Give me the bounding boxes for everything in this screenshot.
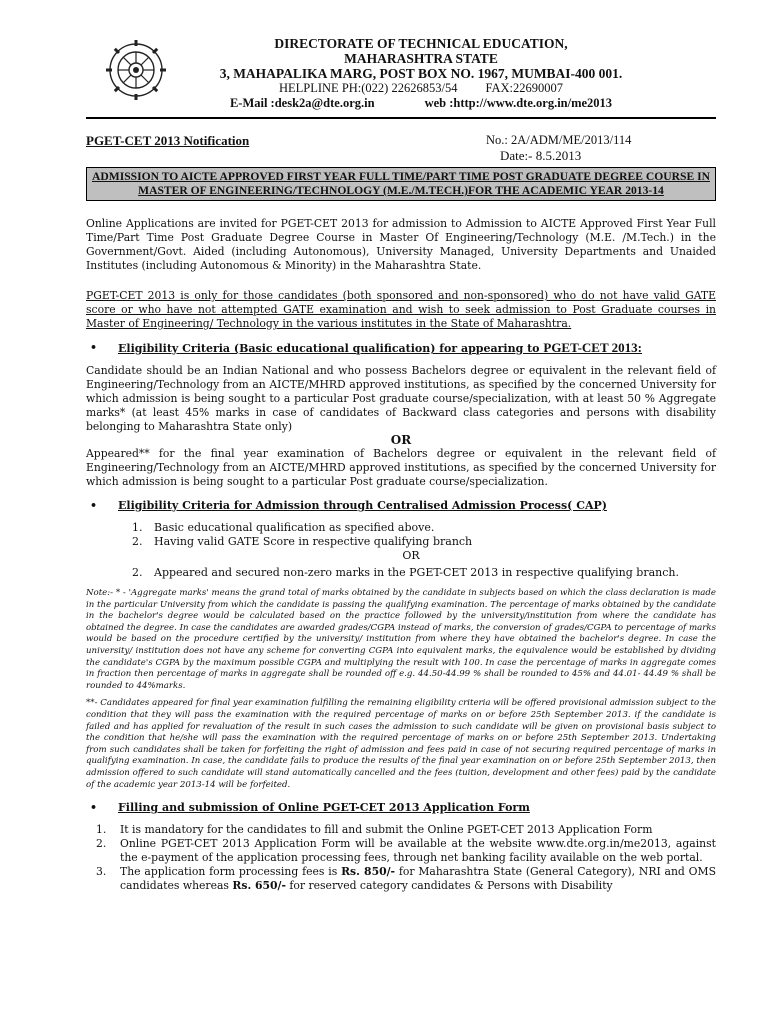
directorate-name: DIRECTORATE OF TECHNICAL EDUCATION,	[274, 36, 568, 51]
contact-line	[126, 81, 716, 96]
intro-paragraph: Online Applications are invited for PGET-CET 2013 for admission to Admission to AICTE Approved First Year Full Time/Part Time Post Graduate Degree Course in Master Of Engineering/Technology (M.E. /M.Tech.) in the Government/Govt. Aided (including Autonomous), University Managed, University Departments and Unaided Institutes (including Autonomous & Minority) in the Maharashtra State.	[86, 217, 716, 272]
eligibility-para-1: Candidate should be an Indian National and who possess Bachelors degree or equivalent in the relevant field of Engineering/Technology from an AICTE/MHRD approved institutions, as specified by the concerned University for which admission is being sought to a particular Post graduate course/specialization, with at least 50 % Aggregate marks* (at least 45% marks in case of candidates of Backward class categories and persons with disability belonging to Maharashtra State only)	[86, 364, 716, 433]
list-item: 2. Appeared and secured non-zero marks in the PGET-CET 2013 in respective qualifying branch.	[132, 566, 679, 579]
email-web-line	[126, 96, 716, 111]
list-item: 2. Online PGET-CET 2013 Application Form will be available at the website www.dte.org.in/me2013, against the e-payment of the application processing fees, through net banking facility available on the web portal.	[96, 837, 716, 865]
list-item: 1. Basic educational qualification as specified above.	[132, 521, 435, 534]
notification-title: PGET-CET 2013 Notification	[86, 133, 250, 148]
fax: FAX:22690007	[485, 81, 564, 95]
notification-page	[86, 36, 716, 893]
letterhead	[86, 36, 716, 111]
list-item: 1. It is mandatory for the candidates to fill and submit the Online PGET-CET 2013 Application Form	[96, 823, 653, 837]
address: 3, MAHAPALIKA MARG, POST BOX NO. 1967, MUMBAI-400 001.	[219, 66, 623, 81]
scope-paragraph: PGET-CET 2013 is only for those candidates (both sponsored and non-sponsored) who do not have valid GATE score or who have not attempted GATE examination and wish to seek admission to Post Graduate courses in Master of Engineering/ Technology in the various institutes in the State of Maharashtra.	[86, 289, 716, 330]
notification-meta	[86, 133, 716, 167]
notification-date: Date:- 8.5.2013	[500, 148, 582, 163]
aggregate-marks-note: Note:- * - 'Aggregate marks' means the grand total of marks obtained by the candidate in subjects based on which the class declaration is made in the particular University from which the candidate is passing the qualifying examination. The percentage of marks obtained by the candidate in the bachelor's degree would be calculated based on the practice followed by the university/institution from where the candidate has obtained the degree. In case the candidates are awarded grades/CGPA instead of marks, the conversion of grades/CGPA to percentage of marks would be based on the procedure certified by the university/ institution from where they have obtained the bachelor's degree. In case the university/ institution does not have any scheme for converting CGPA into equivalent marks, the equivalence would be established by dividing the candidate's CGPA by the maximum possible CGPA and multiplying the result with 100. In case the percentage of marks in aggregate comes in fraction then percentage of marks in aggregate shall be rounded off e.g. 44.50-44.99 % shall be rounded to 45% and 44.01- 44.49 % shall be rounded to 44%marks.	[86, 588, 716, 691]
provisional-admission-note: **- Candidates appeared for final year examination fulfilling the remaining eligibility criteria will be offered provisional admission subject to the condition that they will pass the examination with the required percentage of marks on or before 25th September 2013. if the candidate is failed and has applied for revaluation of the result in such cases the admission to such candidate will be given on provisional basis subject to the condition that he/she will pass the examination with the required percentage of marks on or before 25th September 2013. Undertaking from such candidates shall be taken for forfeiting the right of admission and fees paid in case of not securing required percentage of marks in qualifying examination. In case, the candidate fails to produce the results of the final year examination on or before 25th September 2013, then admission offered to such candidate will stand automatically cancelled and the fees (tuition, development and other fees) paid by the candidate of the academic year 2013-14 will be forfeited.	[86, 698, 716, 790]
notification-ref	[486, 133, 631, 163]
cap-list	[86, 521, 716, 580]
admission-banner: ADMISSION TO AICTE APPROVED FIRST YEAR FULL TIME/PART TIME POST GRADUATE DEGREE COURSE IN MASTER OF ENGINEERING/TECHNOLOGY (M.E./M.TECH.)FOR THE ACADEMIC YEAR 2013-14	[86, 167, 716, 201]
eligibility-heading: • Eligibility Criteria (Basic educational qualification) for appearing to PGET-CET 2013:	[90, 340, 642, 355]
cap-or: OR	[402, 549, 420, 562]
state-name: MAHARASHTRA STATE	[344, 51, 498, 66]
filling-heading: • Filling and submission of Online PGET-CET 2013 Application Form	[90, 801, 530, 815]
notification-number: No.: 2A/ADM/ME/2013/114	[486, 133, 632, 147]
email: E-Mail :desk2a@dte.org.in	[229, 96, 375, 110]
helpline: HELPLINE PH:(022) 22626853/54	[278, 81, 458, 95]
header-divider	[86, 117, 716, 119]
cap-heading: • Eligibility Criteria for Admission through Centralised Admission Process( CAP)	[90, 499, 607, 512]
filling-list	[86, 823, 716, 893]
list-item: 3. The application form processing fees is Rs. 850/- for Maharashtra State (General Category), NRI and OMS candidates whereas Rs. 650/- for reserved category candidates & Persons with Disability	[96, 865, 716, 893]
bullet-icon: •	[90, 341, 98, 354]
fee-reserved: Rs. 650/-	[232, 879, 286, 893]
bullet-icon: •	[90, 801, 98, 815]
bullet-icon: •	[90, 499, 98, 512]
list-item: 2. Having valid GATE Score in respective qualifying branch	[132, 535, 473, 548]
website-link[interactable]: web :http://www.dte.org.in/me2013	[424, 96, 613, 110]
eligibility-para-2: Appeared** for the final year examination of Bachelors degree or equivalent in the relevant field of Engineering/Technology from an AICTE/MHRD approved institutions, as specified by the concerned University for which admission is being sought to a particular Post graduate course/specialization.	[86, 447, 716, 488]
fee-general: Rs. 850/-	[341, 865, 396, 879]
eligibility-or: OR	[390, 433, 412, 447]
